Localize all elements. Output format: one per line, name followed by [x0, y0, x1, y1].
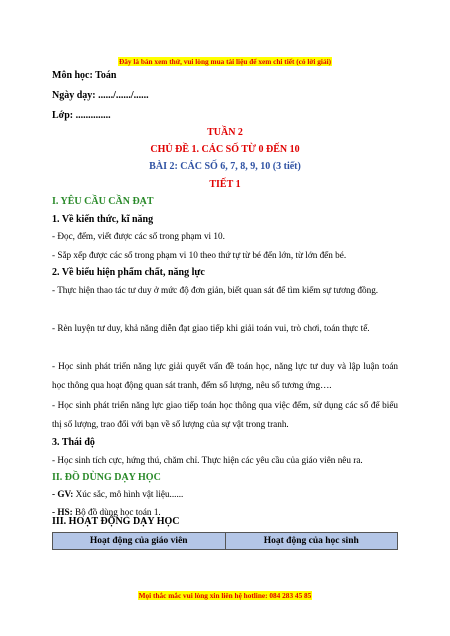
section-1-title: I. YÊU CẦU CẦN ĐẠT — [52, 196, 154, 207]
teacher-label: - GV: — [52, 489, 74, 499]
sub1-item-2: - Sắp xếp được các số trong phạm vi 10 theo thứ tự từ bé đến lớn, từ lớn đến bé. — [52, 250, 347, 260]
preview-notice — [0, 57, 450, 66]
date-line: Ngày dạy: ....../....../...... — [52, 90, 149, 101]
sub2-item-3: - Học sinh phát triển năng lực giải quyết vấn đề toán học, năng lực tư duy và lập luận toán học thông qua hoạt động quan sát tranh, đếm số lượng, nêu số tương ứng…. — [52, 361, 398, 390]
activity-table-header — [52, 532, 398, 550]
class-line: Lớp: .............. — [52, 110, 111, 121]
hotline-notice — [0, 591, 450, 600]
topic-heading: CHỦ ĐỀ 1. CÁC SỐ TỪ 0 ĐẾN 10 — [150, 144, 300, 155]
sub3-item-1: - Học sinh tích cực, hứng thú, chăm chỉ. Thực hiện các yêu cầu của giáo viên nêu ra. — [52, 455, 363, 465]
section-1-sub3: 3. Thái độ — [52, 437, 95, 448]
sub2-item-4: - Học sinh phát triển năng lực giao tiếp toán học thông qua việc đếm, sử dụng các số để biểu thị số lượng, trao đổi với bạn về số lượng của sự vật trong tranh. — [52, 400, 398, 429]
sub1-item-1: - Đọc, đếm, viết được các số trong phạm vi 10. — [52, 231, 225, 241]
hotline-notice-text: Mọi thắc mắc vui lòng xin liên hệ hotline: 084 283 45 85 — [138, 591, 312, 600]
student-activity-header: Hoạt động của học sinh — [225, 533, 398, 549]
section-1-sub1: 1. Về kiến thức, kĩ năng — [52, 214, 154, 225]
lesson-heading: BÀI 2: CÁC SỐ 6, 7, 8, 9, 10 (3 tiết) — [149, 161, 301, 172]
teacher-activity-header: Hoạt động của giáo viên — [89, 536, 188, 546]
teacher-materials: Xúc sắc, mô hình vật liệu...... — [73, 489, 184, 499]
preview-notice-text: Đây là bản xem thử, vui lòng mua tài liệu để xem chi tiết (có lời giải) — [118, 57, 332, 66]
subject-line: Môn học: Toán — [52, 70, 117, 81]
sub2-item-1: - Thực hiện thao tác tư duy ở mức độ đơn giản, biết quan sát để tìm kiếm sự tương đồng. — [52, 285, 379, 295]
section-3-title: III. HOẠT ĐỘNG DẠY HỌC — [52, 516, 180, 527]
materials-teacher — [52, 485, 398, 504]
sub2-item-2: - Rèn luyện tư duy, khả năng diễn đạt giao tiếp khi giải toán vui, trò chơi, toán thực tế. — [52, 323, 370, 333]
section-2-title: II. ĐỒ DÙNG DẠY HỌC — [52, 472, 161, 483]
week-heading: TUẦN 2 — [207, 127, 243, 138]
student-label: - HS: — [52, 507, 73, 517]
student-materials: Bộ đồ dùng học toán 1. — [72, 507, 161, 517]
period-heading: TIẾT 1 — [209, 179, 241, 190]
section-1-sub2: 2. Về biểu hiện phẩm chất, năng lực — [52, 267, 205, 278]
